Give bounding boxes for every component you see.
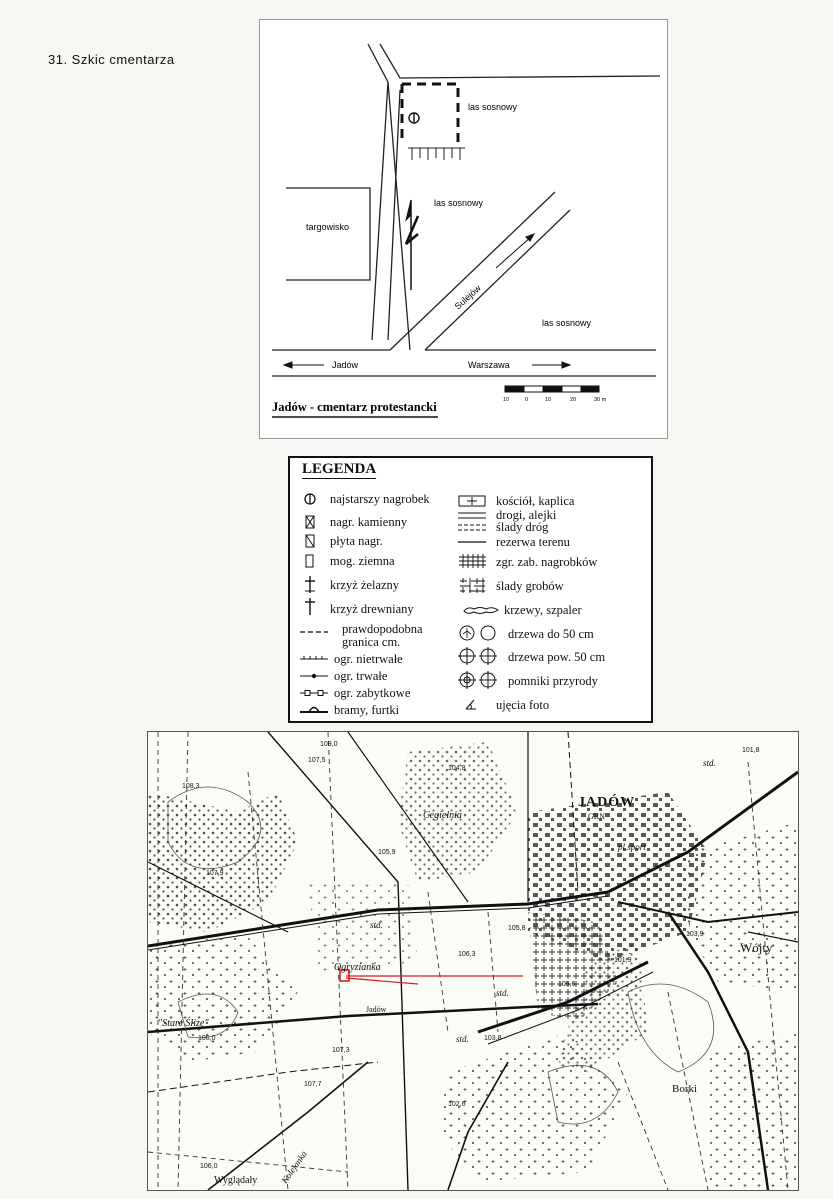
- legend-item-label: drogi, alejki: [496, 508, 557, 522]
- scale-labels: [503, 397, 607, 403]
- gate-icon: [300, 703, 324, 717]
- hedge-icon: [462, 603, 486, 617]
- height-label: 105,6: [558, 981, 576, 988]
- label-forest-north: las sosnowy: [468, 102, 518, 112]
- label-dir-east: Warszawa: [468, 360, 510, 370]
- dot-line-icon: [300, 669, 324, 683]
- legend-panel: [288, 456, 653, 723]
- topographic-map-panel: [147, 731, 799, 1191]
- map-label-borki: Borki: [672, 1083, 698, 1095]
- wooden-cross-icon: [302, 598, 326, 612]
- scale-tick: 30 m: [594, 397, 607, 403]
- legend-item-label: rezerwa terenu: [496, 535, 570, 549]
- circle-bar-icon: [302, 492, 326, 506]
- dashed-double-line-icon: [458, 521, 482, 535]
- map-label-sport: pl.sport: [618, 842, 646, 852]
- legend-item-label: ogr. trwałe: [334, 669, 388, 683]
- legend-item-label: drzewa do 50 cm: [508, 627, 594, 641]
- height-label: 107,7: [304, 1081, 322, 1088]
- field-area-middle: [308, 882, 418, 972]
- height-label: 103,9: [686, 931, 704, 938]
- legend-item-label: ogr. zabytkowe: [334, 686, 411, 700]
- height-label: 105,9: [378, 849, 396, 856]
- legend-item-label: krzewy, szpaler: [504, 603, 582, 617]
- topographic-map: [148, 732, 798, 1190]
- iron-cross-icon: [302, 576, 326, 590]
- grid-hatch-icon: [458, 554, 482, 568]
- map-label-cegielnia: Cegielnia: [423, 810, 462, 821]
- small-tree-icon: [458, 624, 482, 638]
- broken-grid-icon: [458, 578, 482, 592]
- map-label-jadow-town: JADÓW: [578, 795, 636, 810]
- legend-item-label: drzewa pow. 50 cm: [508, 650, 606, 664]
- height-label: 108,3: [182, 783, 200, 790]
- map-label-grn: GRN: [588, 812, 605, 821]
- legend-item-label: zgr. zab. nagrobków: [496, 555, 598, 569]
- camera-angle-icon: [462, 697, 486, 711]
- road-line-b: [388, 90, 400, 340]
- church-icon: [458, 494, 482, 508]
- dashed-line-icon: [300, 625, 324, 639]
- height-label: 101,8: [742, 747, 760, 754]
- map-label-jadow-small: Jadów: [366, 1005, 387, 1014]
- map-label-wojty: Wójty: [740, 940, 773, 955]
- market-outline: [286, 188, 370, 280]
- map-label-kolejanka: Kolejanka: [279, 1149, 309, 1186]
- scale-tick: 10: [503, 397, 510, 403]
- direction-arrows: [284, 362, 570, 368]
- map-label-std: std.: [456, 1034, 469, 1044]
- height-label: 104,8: [448, 765, 466, 772]
- height-label: 107,3: [332, 1047, 350, 1054]
- label-dir-west: Jadów: [332, 360, 359, 370]
- field-area-southeast: [708, 1032, 798, 1190]
- cemetery-sketch-panel: [259, 19, 668, 439]
- legend-item-label: mog. ziemna: [330, 554, 395, 568]
- legend-item-label: kościół, kaplica: [496, 494, 575, 508]
- label-market: targowisko: [306, 222, 350, 232]
- height-label: 103,8: [484, 1035, 502, 1042]
- map-label-wygladaly: Wyglądały: [214, 1175, 258, 1186]
- legend-item-label: bramy, furtki: [334, 703, 400, 717]
- height-label: 105,8: [508, 925, 526, 932]
- height-label: 107,9: [206, 870, 224, 877]
- stone-tomb-icon: [302, 515, 326, 529]
- road-line-a: [372, 82, 388, 340]
- tick-line-icon: [300, 651, 324, 665]
- legend-item-label: nagr. kamienny: [330, 515, 408, 529]
- map-label-ogryzianka: Ogryzianka: [334, 962, 381, 973]
- height-label: 102,6: [448, 1101, 466, 1108]
- legend-item-label: krzyż żelazny: [330, 578, 400, 592]
- legend-item-label: ogr. nietrwałe: [334, 652, 403, 666]
- legend-item-label: ślady dróg: [496, 520, 549, 534]
- map-label-std: std.: [496, 988, 509, 998]
- scale-tick: 0: [525, 397, 529, 403]
- map-label-std: std.: [370, 920, 383, 930]
- label-road-sulejow: Sulejów: [452, 282, 483, 312]
- height-label: 106,0: [200, 1163, 218, 1170]
- legend-item-label: krzyż drewniany: [330, 602, 414, 616]
- legend-item-label: płyta nagr.: [330, 534, 383, 548]
- road-north-edge: [380, 44, 660, 78]
- legend-item-label: ujęcia foto: [496, 698, 550, 712]
- legend-item-label: pomniki przyrody: [508, 674, 598, 688]
- slab-icon: [302, 534, 326, 548]
- legend-item-label: prawdopodobna: [342, 622, 423, 636]
- legend-title: LEGENDA: [302, 461, 377, 477]
- height-label: 106,0: [198, 1035, 216, 1042]
- height-label: 109,0: [320, 741, 338, 748]
- height-label: 106,3: [458, 951, 476, 958]
- height-label: 101,9: [614, 957, 632, 964]
- monument-tree-icon: [458, 671, 482, 685]
- label-forest-south: las sosnowy: [542, 318, 592, 328]
- map-label-std: std.: [703, 758, 716, 768]
- large-tree-icon: [458, 647, 482, 661]
- legend-item-label: granica cm.: [342, 635, 401, 649]
- page-title: 31. Szkic cmentarza: [48, 52, 175, 67]
- north-arrow-icon: [406, 200, 418, 290]
- sulejow-road-a: [390, 192, 555, 350]
- earth-grave-icon: [302, 554, 326, 568]
- single-line-icon: [458, 535, 482, 549]
- sulejow-road-b: [425, 210, 570, 350]
- scale-bar: [505, 386, 599, 392]
- map-label-stare-slize: "Stare Ślize": [158, 1018, 209, 1029]
- sketch-caption: Jadów - cmentarz protestancki: [272, 400, 437, 414]
- height-label: 107,5: [308, 757, 326, 764]
- oldest-grave-marker: [409, 113, 419, 123]
- cemetery-boundary: [402, 84, 458, 142]
- legend-item-label: najstarszy nagrobek: [330, 492, 430, 506]
- legend-item-label: ślady grobów: [496, 579, 564, 593]
- sketch-drawing: [260, 20, 667, 438]
- square-line-icon: [300, 686, 324, 700]
- scale-tick: 20: [570, 397, 577, 403]
- label-forest-middle: las sosnowy: [434, 198, 484, 208]
- scale-tick: 10: [545, 397, 552, 403]
